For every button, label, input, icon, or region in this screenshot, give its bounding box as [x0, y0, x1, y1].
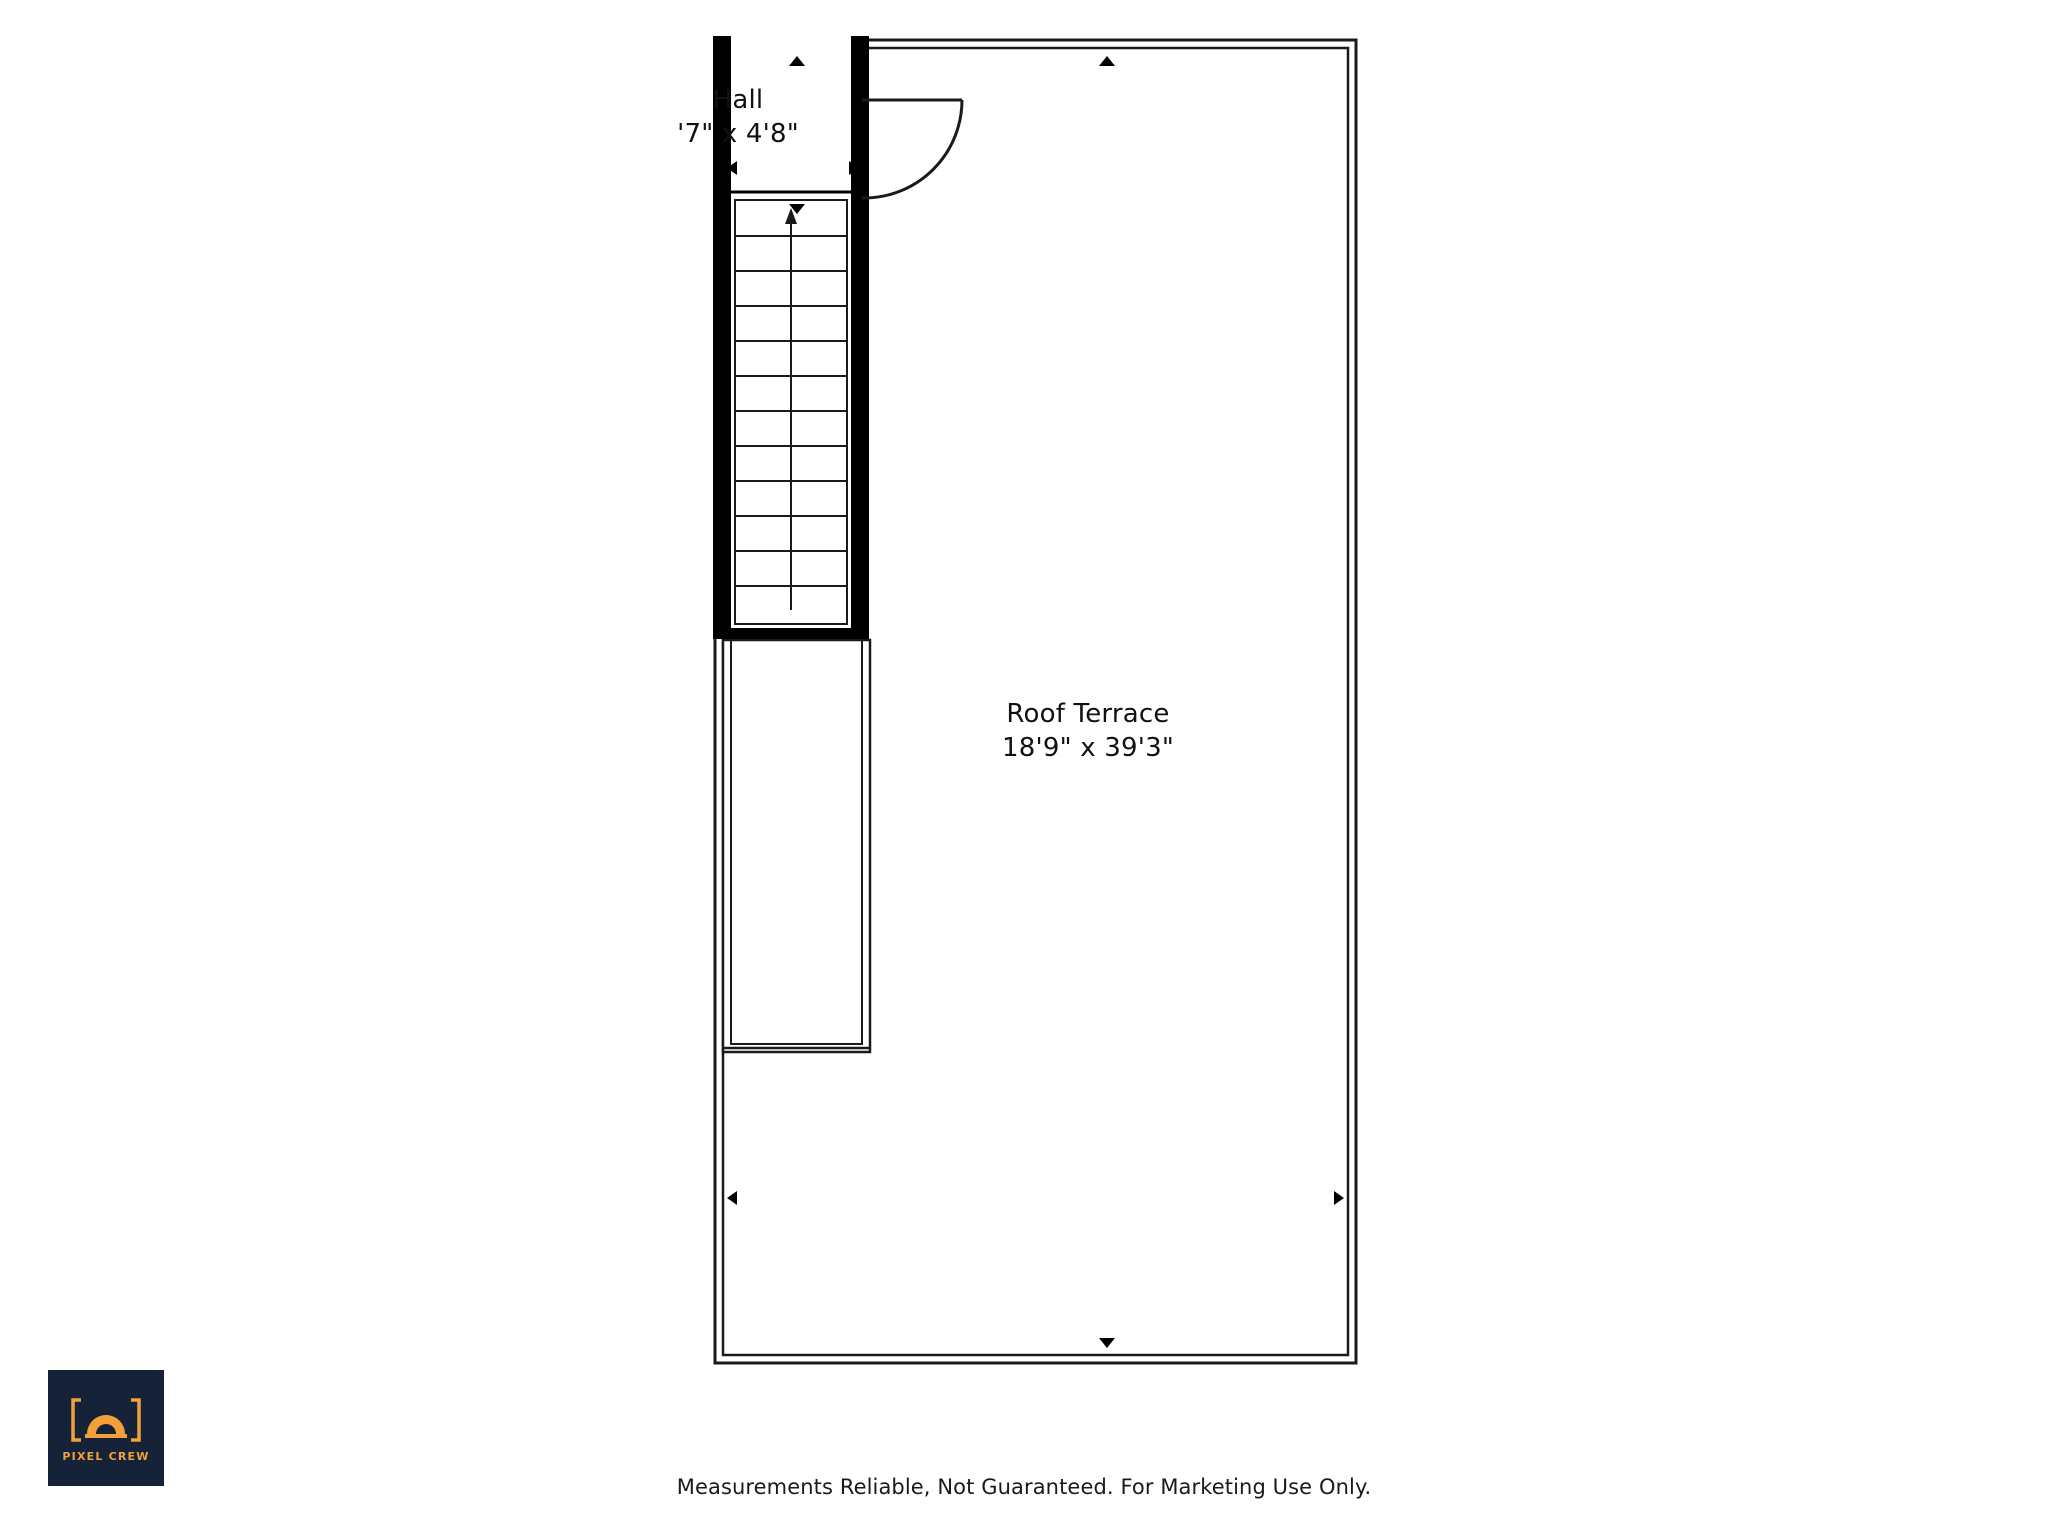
- brand-logo-text: PIXEL CREW: [62, 1449, 150, 1463]
- brand-logo: [48, 1370, 164, 1486]
- room-label-hall: [648, 84, 828, 152]
- room-dimensions-hall: '7" x 4'8": [677, 118, 799, 149]
- staircase-icon: [735, 200, 847, 624]
- pixel-crew-mark-icon: [69, 1394, 143, 1446]
- terrace-inner-partition: [723, 640, 870, 1052]
- room-dimensions-roof-terrace: 18'9" x 39'3": [1002, 732, 1174, 763]
- room-name-hall: Hall: [712, 85, 764, 115]
- room-name-roof-terrace: Roof Terrace: [1006, 699, 1170, 729]
- disclaimer-text: Measurements Reliable, Not Guaranteed. For Marketing Use Only.: [676, 1475, 1372, 1499]
- room-label-roof-terrace: [928, 698, 1248, 766]
